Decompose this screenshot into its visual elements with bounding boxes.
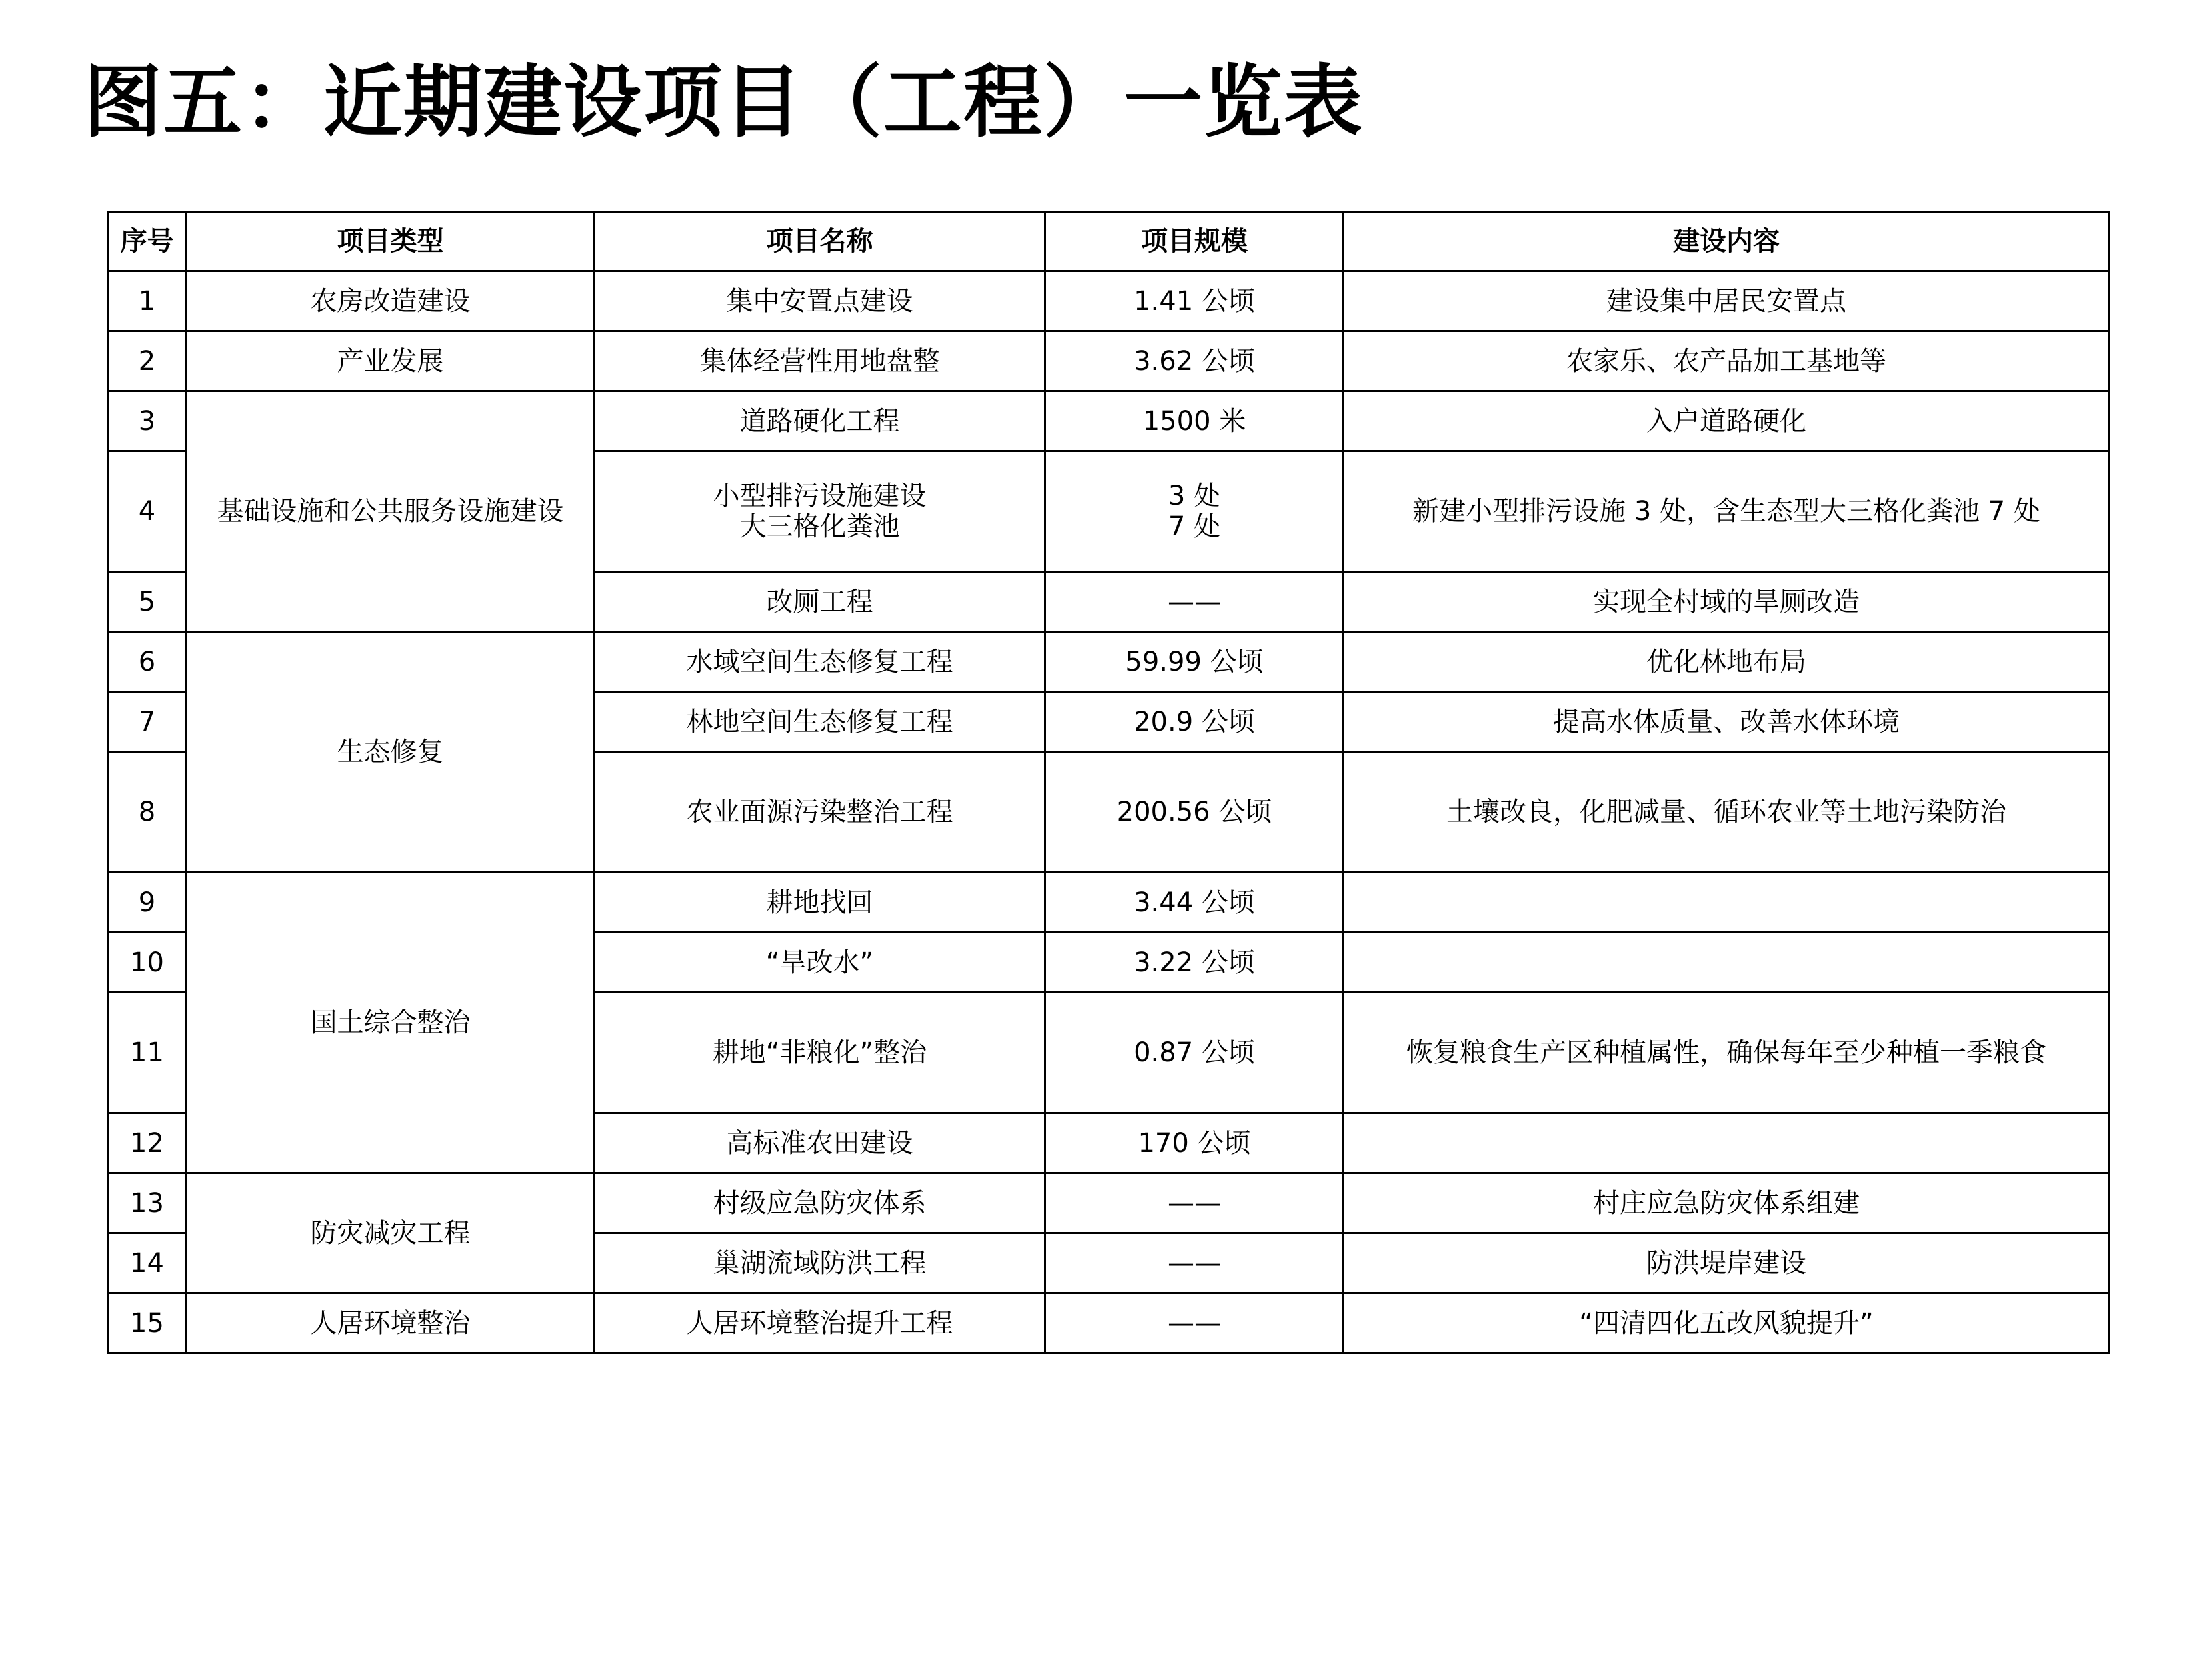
page-title: 图五：近期建设项目（工程）一览表 bbox=[83, 56, 1364, 148]
project-type-cell: 农房改造建设 bbox=[187, 271, 595, 331]
row-index: 10 bbox=[108, 933, 187, 993]
project-scale-cell: 20.9 公顷 bbox=[1045, 692, 1344, 752]
project-name-cell: 农业面源污染整治工程 bbox=[595, 752, 1045, 873]
project-scale-cell: —— bbox=[1045, 572, 1344, 632]
project-name-line: 小型排污设施建设 bbox=[713, 481, 927, 511]
row-index: 7 bbox=[108, 692, 187, 752]
project-scale-cell: 3.44 公顷 bbox=[1045, 873, 1344, 933]
construction-content-cell: 农家乐、农产品加工基地等 bbox=[1344, 331, 2110, 391]
project-name-cell: “旱改水” bbox=[595, 933, 1045, 993]
construction-content-cell bbox=[1344, 933, 2110, 993]
row-index: 9 bbox=[108, 873, 187, 933]
project-name-cell: 耕地“非粮化”整治 bbox=[595, 993, 1045, 1113]
table-row bbox=[108, 331, 2110, 391]
header-project-type: 项目类型 bbox=[187, 212, 595, 271]
construction-content-cell: 优化林地布局 bbox=[1344, 632, 2110, 692]
project-type-cell: 基础设施和公共服务设施建设 bbox=[187, 391, 595, 632]
project-name-cell: 水域空间生态修复工程 bbox=[595, 632, 1045, 692]
row-index: 13 bbox=[108, 1173, 187, 1233]
construction-content-cell: 新建小型排污设施 3 处，含生态型大三格化粪池 7 处 bbox=[1344, 451, 2110, 572]
header-project-name: 项目名称 bbox=[595, 212, 1045, 271]
construction-content-cell: 建设集中居民安置点 bbox=[1344, 271, 2110, 331]
project-type-cell: 人居环境整治 bbox=[187, 1293, 595, 1353]
row-index: 4 bbox=[108, 451, 187, 572]
project-scale-line: 7 处 bbox=[1168, 511, 1221, 542]
project-name-line: 大三格化粪池 bbox=[739, 511, 900, 542]
row-index: 5 bbox=[108, 572, 187, 632]
row-index: 11 bbox=[108, 993, 187, 1113]
project-scale-cell: —— bbox=[1045, 1293, 1344, 1353]
construction-content-cell: 提高水体质量、改善水体环境 bbox=[1344, 692, 2110, 752]
construction-content-cell: 入户道路硬化 bbox=[1344, 391, 2110, 451]
table-row bbox=[108, 391, 2110, 451]
table-row bbox=[108, 632, 2110, 692]
project-name-cell: 巢湖流域防洪工程 bbox=[595, 1233, 1045, 1293]
row-index: 14 bbox=[108, 1233, 187, 1293]
row-index: 3 bbox=[108, 391, 187, 451]
construction-content-cell bbox=[1344, 873, 2110, 933]
table-row bbox=[108, 1173, 2110, 1233]
project-name-cell: 改厕工程 bbox=[595, 572, 1045, 632]
construction-content-cell: 防洪堤岸建设 bbox=[1344, 1233, 2110, 1293]
project-name-cell: 人居环境整治提升工程 bbox=[595, 1293, 1045, 1353]
project-name-cell: 耕地找回 bbox=[595, 873, 1045, 933]
construction-content-cell: “四清四化五改风貌提升” bbox=[1344, 1293, 2110, 1353]
project-name-cell: 道路硬化工程 bbox=[595, 391, 1045, 451]
row-index: 2 bbox=[108, 331, 187, 391]
project-type-cell: 生态修复 bbox=[187, 632, 595, 873]
project-scale-cell: 3.62 公顷 bbox=[1045, 331, 1344, 391]
project-scale-cell: 59.99 公顷 bbox=[1045, 632, 1344, 692]
project-scale-cell: 3.22 公顷 bbox=[1045, 933, 1344, 993]
row-index: 6 bbox=[108, 632, 187, 692]
table-row bbox=[108, 873, 2110, 933]
project-type-cell: 防灾减灾工程 bbox=[187, 1173, 595, 1293]
header-construction-content: 建设内容 bbox=[1344, 212, 2110, 271]
row-index: 12 bbox=[108, 1113, 187, 1173]
project-scale-line: 3 处 bbox=[1168, 481, 1221, 511]
header-index: 序号 bbox=[108, 212, 187, 271]
row-index: 1 bbox=[108, 271, 187, 331]
construction-content-cell: 实现全村域的旱厕改造 bbox=[1344, 572, 2110, 632]
construction-content-cell: 恢复粮食生产区种植属性，确保每年至少种植一季粮食 bbox=[1344, 993, 2110, 1113]
table-header-row bbox=[108, 212, 2110, 271]
construction-content-cell: 村庄应急防灾体系组建 bbox=[1344, 1173, 2110, 1233]
project-type-cell: 产业发展 bbox=[187, 331, 595, 391]
project-type-cell: 国土综合整治 bbox=[187, 873, 595, 1173]
table-row bbox=[108, 271, 2110, 331]
project-scale-cell: —— bbox=[1045, 1233, 1344, 1293]
table-row bbox=[108, 1293, 2110, 1353]
project-name-cell: 集中安置点建设 bbox=[595, 271, 1045, 331]
row-index: 8 bbox=[108, 752, 187, 873]
project-scale-cell: —— bbox=[1045, 1173, 1344, 1233]
project-name-cell: 高标准农田建设 bbox=[595, 1113, 1045, 1173]
construction-content-cell: 土壤改良，化肥减量、循环农业等土地污染防治 bbox=[1344, 752, 2110, 873]
header-project-scale: 项目规模 bbox=[1045, 212, 1344, 271]
project-name-cell: 集体经营性用地盘整 bbox=[595, 331, 1045, 391]
project-name-cell: 林地空间生态修复工程 bbox=[595, 692, 1045, 752]
project-name-cell bbox=[595, 451, 1045, 572]
project-scale-cell bbox=[1045, 451, 1344, 572]
project-scale-cell: 200.56 公顷 bbox=[1045, 752, 1344, 873]
project-name-cell: 村级应急防灾体系 bbox=[595, 1173, 1045, 1233]
row-index: 15 bbox=[108, 1293, 187, 1353]
project-scale-cell: 1.41 公顷 bbox=[1045, 271, 1344, 331]
project-table bbox=[107, 211, 2110, 1354]
project-scale-cell: 0.87 公顷 bbox=[1045, 993, 1344, 1113]
project-scale-cell: 1500 米 bbox=[1045, 391, 1344, 451]
project-scale-cell: 170 公顷 bbox=[1045, 1113, 1344, 1173]
construction-content-cell bbox=[1344, 1113, 2110, 1173]
